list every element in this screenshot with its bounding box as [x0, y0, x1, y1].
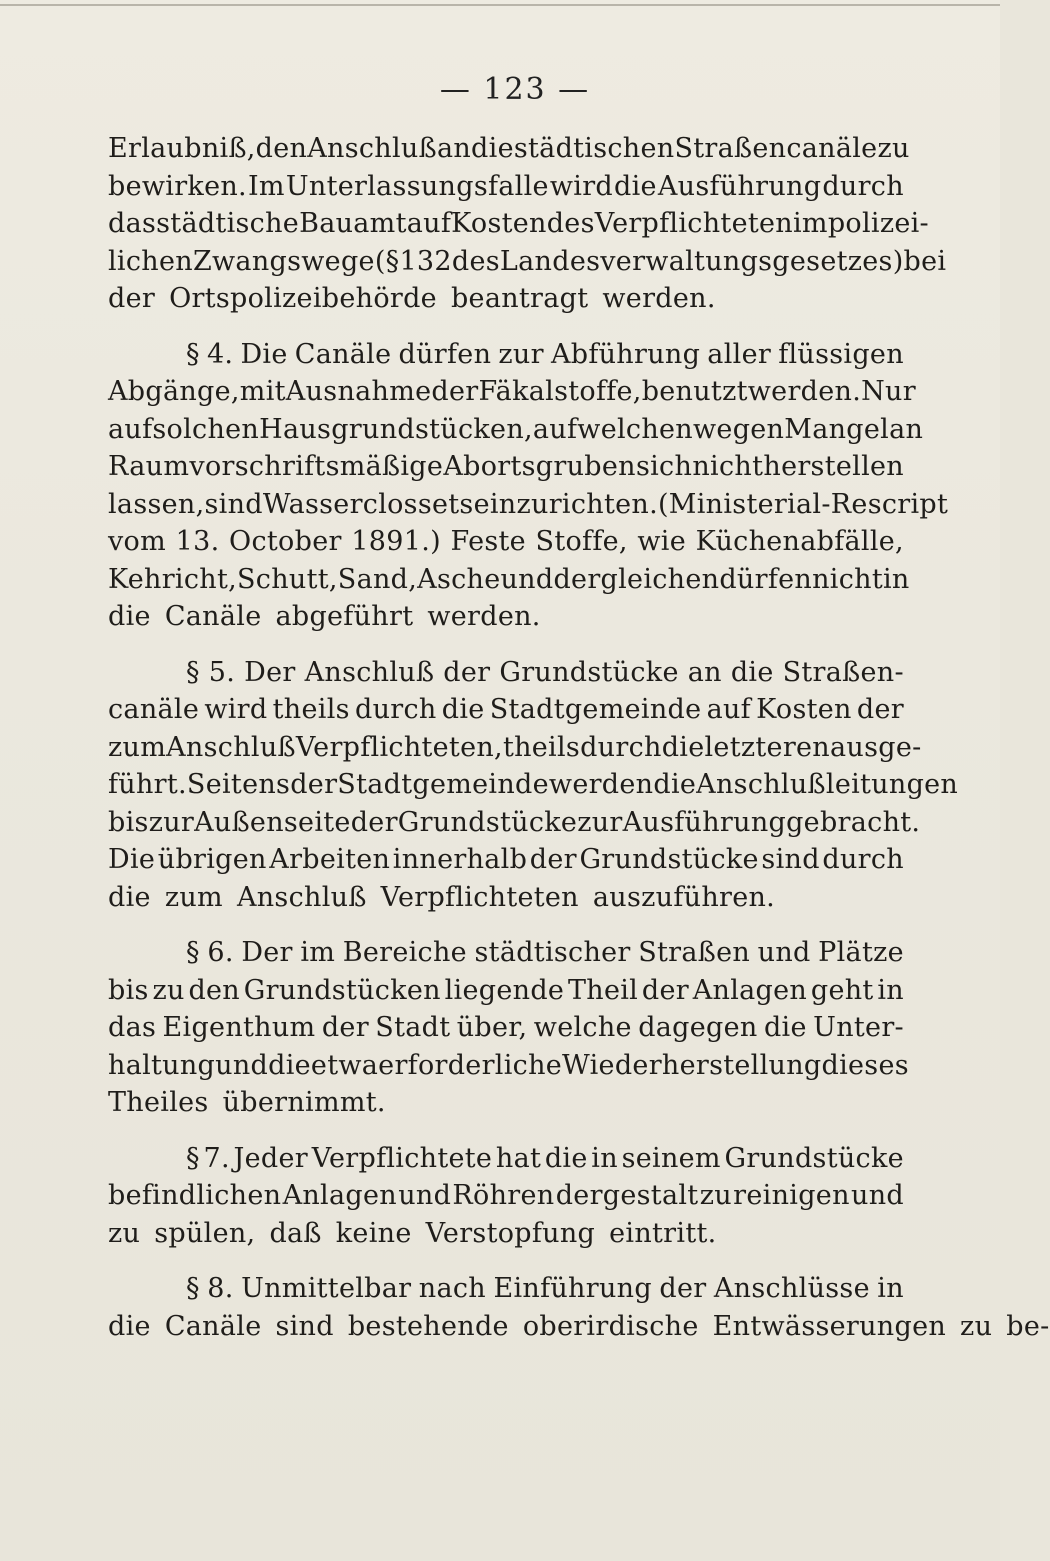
text-line: § 8. Unmittelbar nach Einführung der Anschlüsse in	[186, 1273, 904, 1304]
body-text	[108, 130, 1050, 1363]
text-line: Die übrigen Arbeiten innerhalb der Grundstücke sind durch	[108, 844, 904, 875]
text-line: der Ortspolizeibehörde beantragt werden.	[108, 283, 716, 314]
text-line: Kehricht, Schutt, Sand, Asche und dergleichen dürfen nicht in	[108, 563, 910, 595]
text-line: lichen Zwangswege (§ 132 des Landesverwaltungsgesetzes) bei	[108, 245, 947, 277]
page-number: — 123 —	[439, 72, 591, 107]
text-line: vom 13. October 1891.) Feste Stoffe, wie Küchenabfälle,	[108, 526, 904, 557]
text-line: zu spülen, daß keine Verstopfung eintritt.	[108, 1217, 717, 1249]
text-line: lassen, sind Wasserclossets einzurichten. (Ministerial-Rescript	[108, 488, 949, 520]
top-edge-rule	[0, 4, 1000, 6]
text-line: das städtische Bauamt auf Kosten des Verpflichteten im polizei-	[108, 208, 929, 239]
text-line: Abgänge, mit Ausnahme der Fäkalstoffe, benutzt werden. Nur	[108, 376, 916, 407]
text-line: § 6. Der im Bereiche städtischer Straßen und Plätze	[186, 937, 904, 968]
text-line: die Canäle sind bestehende oberirdische Entwässerungen zu be-	[108, 1310, 1050, 1342]
text-line: Raum vorschriftsmäßige Abortsgruben sich nicht herstellen	[108, 451, 904, 482]
text-line: befindlichen Anlagen und Röhren dergestalt zu reinigen und	[108, 1180, 904, 1211]
text-line: bewirken. Im Unterlassungsfalle wird die Ausführung durch	[108, 170, 904, 202]
text-line: Erlaubniß, den Anschluß an die städtischen Straßencanäle zu	[108, 133, 910, 164]
text-line: führt. Seitens der Stadtgemeinde werden die Anschlußleitungen	[108, 769, 959, 800]
p-section-7	[108, 1140, 904, 1253]
text-line: canäle wird theils durch die Stadtgemeinde auf Kosten der	[108, 694, 904, 725]
text-line: bis zu den Grundstücken liegende Theil der Anlagen geht in	[108, 974, 904, 1006]
p-section-8	[108, 1270, 1050, 1345]
text-line: haltung und die etwa erforderliche Wiederherstellung dieses	[108, 1049, 909, 1081]
text-line: Theiles übernimmt.	[108, 1087, 386, 1118]
text-line: das Eigenthum der Stadt über, welche dagegen die Unter-	[108, 1012, 904, 1043]
text-line: die zum Anschluß Verpflichteten auszuführen.	[108, 881, 776, 913]
text-line: § 5. Der Anschluß der Grundstücke an die Straßen-	[186, 656, 904, 688]
text-line: die Canäle abgeführt werden.	[108, 601, 541, 632]
text-line: bis zur Außenseite der Grundstücke zur Ausführung gebracht.	[108, 806, 921, 838]
text-line: zum Anschluß Verpflichteten, theils durch die letzteren ausge-	[108, 731, 922, 763]
text-line: auf solchen Hausgrundstücken, auf welchen wegen Mangel an	[108, 413, 924, 445]
p-section-4	[108, 336, 949, 636]
text-line: § 4. Die Canäle dürfen zur Abführung aller flüssigen	[186, 338, 904, 370]
text-line: § 7. Jeder Verpflichtete hat die in seinem Grundstücke	[186, 1142, 904, 1174]
p-continuation	[108, 130, 947, 318]
p-section-5	[108, 654, 959, 917]
p-section-6	[108, 934, 909, 1122]
